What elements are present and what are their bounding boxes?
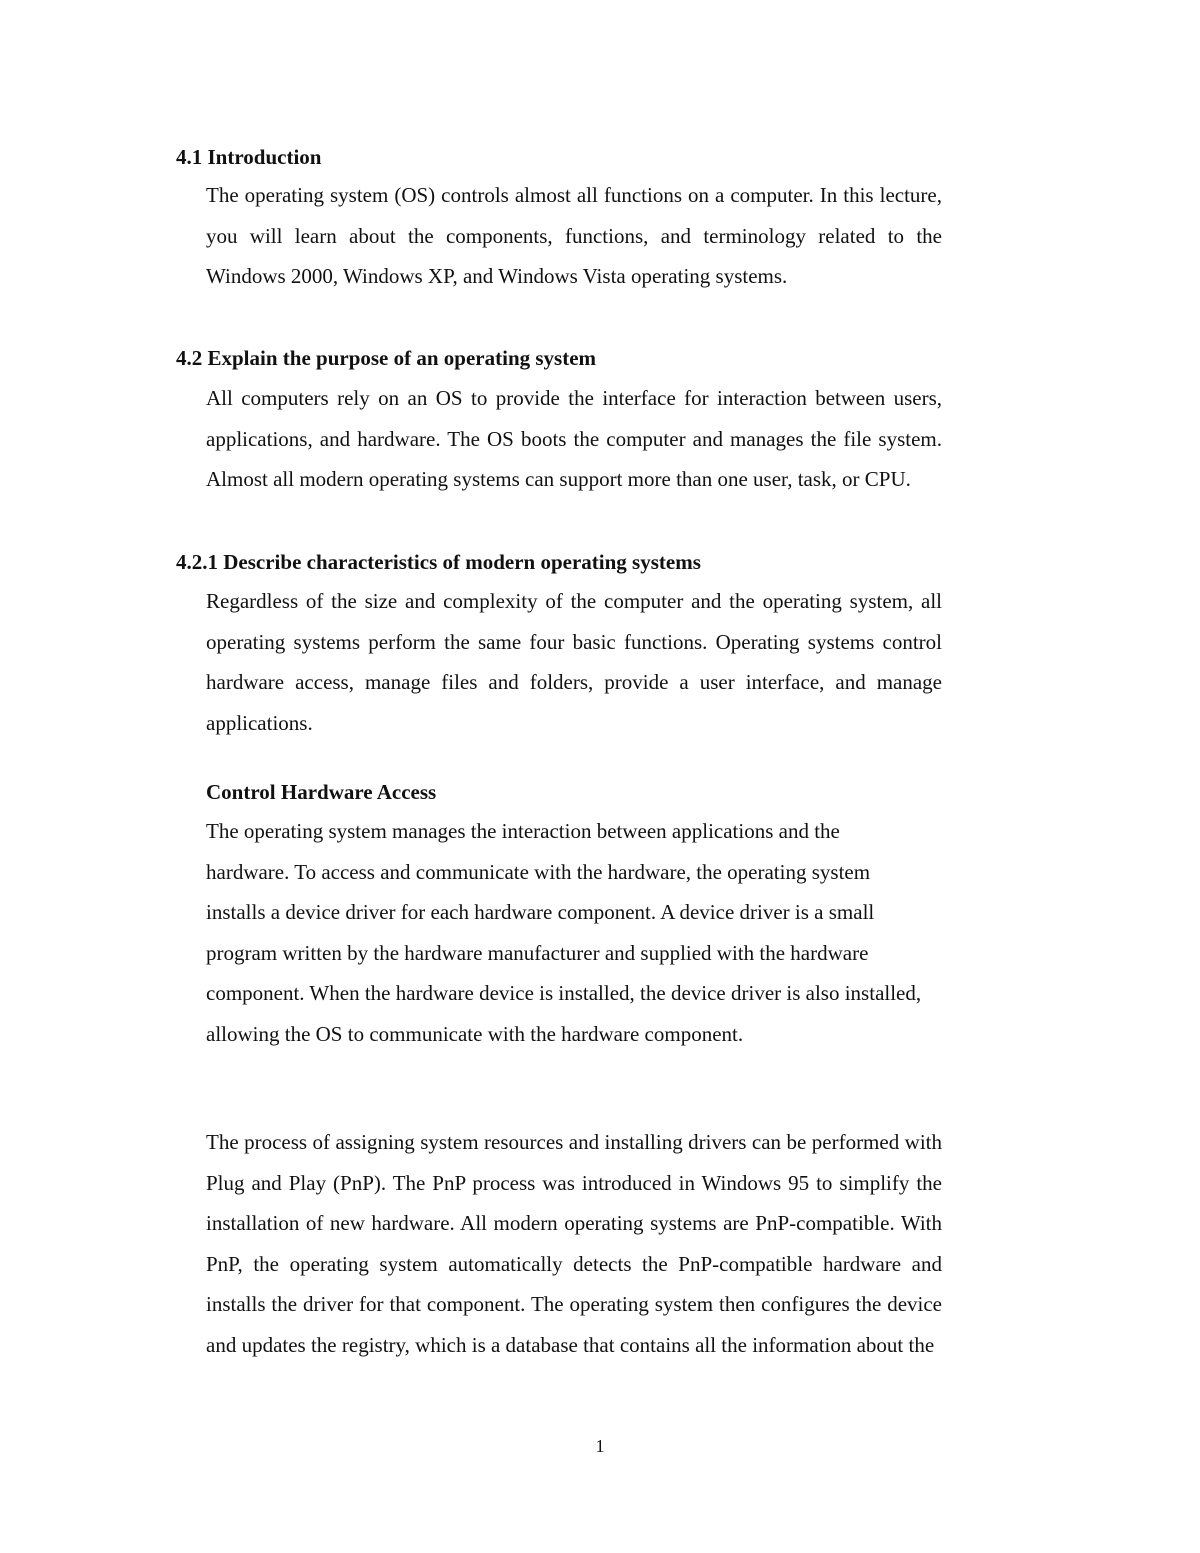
section-heading-os-characteristics: 4.2.1 Describe characteristics of modern operating systems [176,550,701,574]
subheading-control-hardware-access: Control Hardware Access [206,780,437,804]
paragraph-device-drivers: The operating system manages the interaction between applications and the hardware. To access and communicate with the hardware, the operating system installs a device driver for each hardware component. A device driver is a small program written by the hardware manufacturer and supplied with the hardware component. When the hardware device is installed, the device driver is also installed, allowing the OS to communicate with the hardware component. [206,819,922,1046]
section-heading-os-purpose: 4.2 Explain the purpose of an operating system [176,346,597,370]
paragraph-os-characteristics: Regardless of the size and complexity of the computer and the operating system, all operating systems perform the same four basic functions. Operating systems control hardware access, manage files and folders, provide a user interface, and manage applications. [206,589,942,735]
paragraph-introduction: The operating system (OS) controls almost all functions on a computer. In this lecture, you will learn about the components, functions, and terminology related to the Windows 2000, Windows XP, and Windows Vista operating systems. [206,183,942,289]
section-heading-introduction: 4.1 Introduction [176,145,322,169]
paragraph-plug-and-play: The process of assigning system resources and installing drivers can be performed with Plug and Play (PnP). The PnP process was introduced in Windows 95 to simplify the installation of new hardware. All modern operating systems are PnP-compatible. With PnP, the operating system automatically detects the PnP-compatible hardware and installs the driver for that component. The operating system then configures the device and updates the registry, which is a database that contains all the information about the [206,1130,942,1357]
page-number: 1 [595,1436,605,1456]
paragraph-os-purpose: All computers rely on an OS to provide the interface for interaction between users, applications, and hardware. The OS boots the computer and manages the file system. Almost all modern operating systems can support more than one user, task, or CPU. [206,386,942,492]
